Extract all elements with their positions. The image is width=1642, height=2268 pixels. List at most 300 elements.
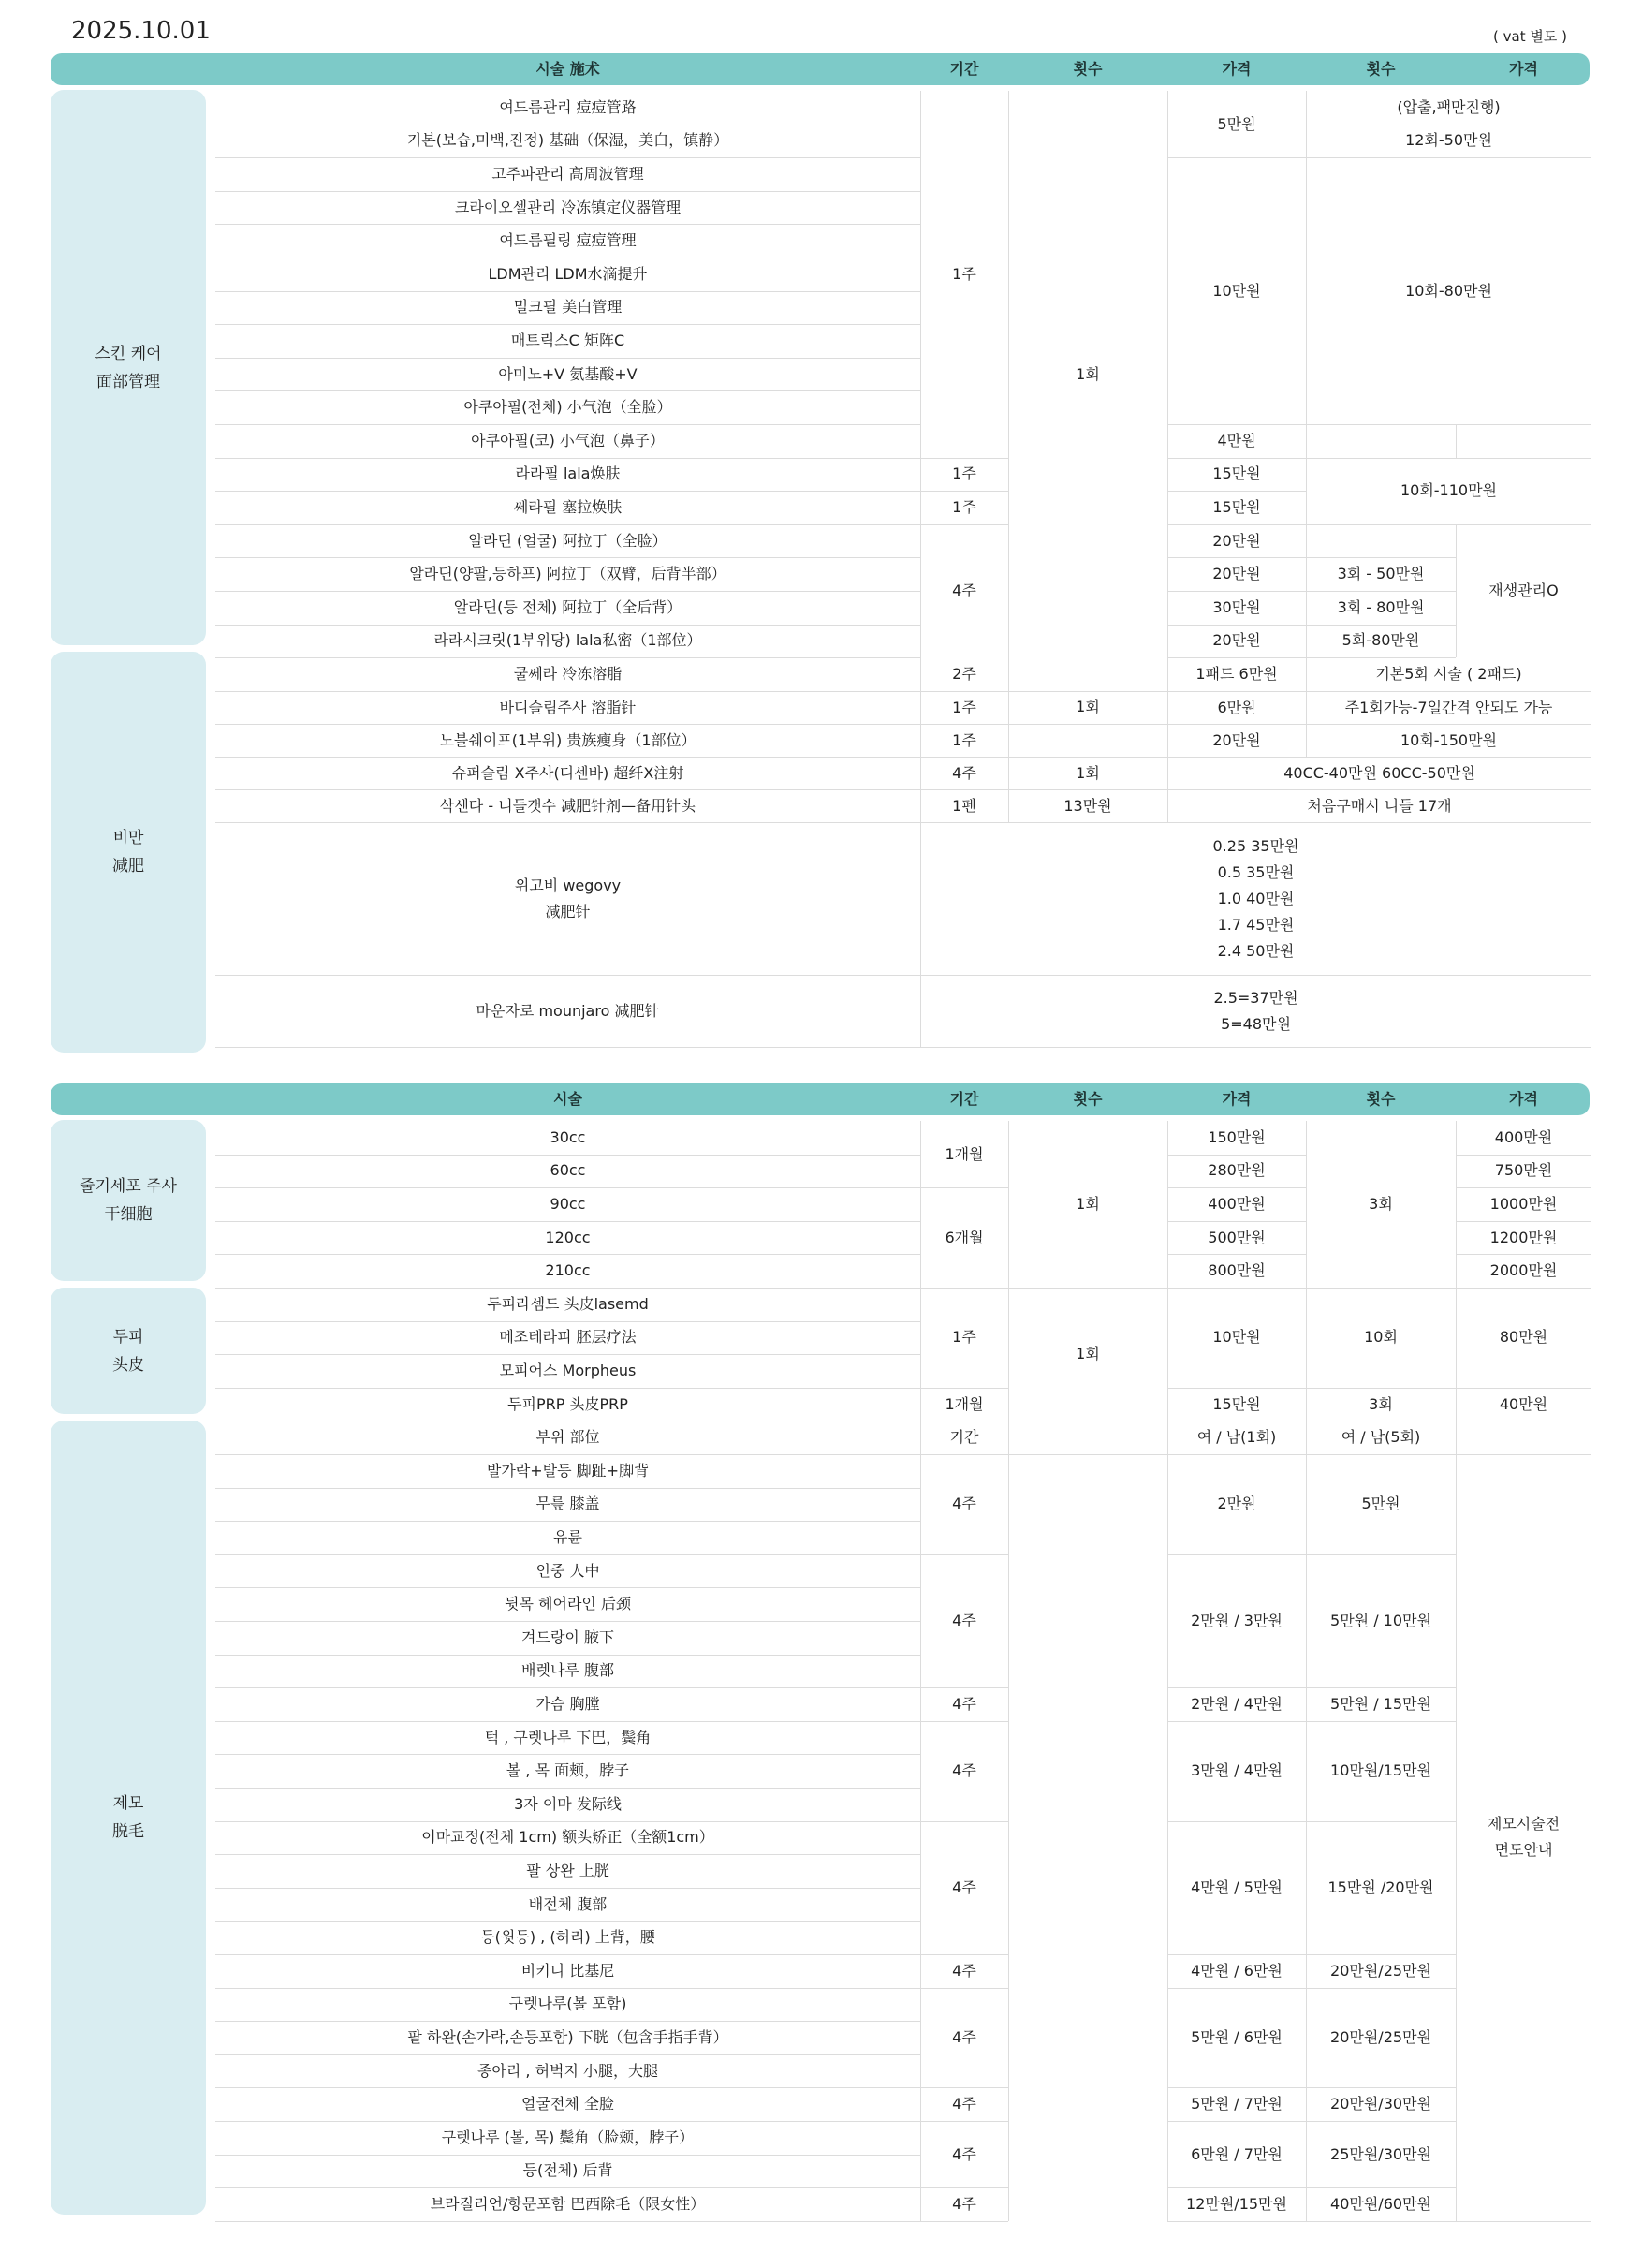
column-divider (1456, 524, 1457, 657)
row-divider (215, 1821, 920, 1822)
service-name (215, 1121, 920, 1155)
table-cell (1306, 2187, 1456, 2221)
cell-text: 800만원 (1208, 1261, 1266, 1280)
table-cell (920, 458, 1008, 492)
cell-text: 1주 (952, 497, 976, 516)
table-cell (1167, 757, 1591, 789)
table-cell (1306, 691, 1591, 724)
cell-text: 5회-80만원 (1341, 631, 1420, 650)
table-cell (1306, 1687, 1456, 1721)
cell-text: 알라딘(양팔,등하프) 阿拉丁（双臂，后背半部） (409, 565, 726, 583)
table-cell (1306, 1288, 1456, 1388)
row-divider (215, 691, 1591, 692)
row-divider (215, 625, 920, 626)
cell-text: 4주 (952, 1878, 976, 1896)
cell-text: 60cc (550, 1161, 586, 1180)
cell-text: 13만원 (1063, 796, 1112, 815)
table-cell (1306, 125, 1591, 158)
row-divider (215, 358, 920, 359)
row-divider (1167, 1254, 1306, 1255)
header-4: 횟수 (1366, 1090, 1396, 1108)
service-name (215, 557, 920, 591)
table-cell (1008, 789, 1167, 822)
service-name (215, 1521, 920, 1554)
cell-text: 3회 (1369, 1195, 1393, 1213)
table-cell (920, 975, 1591, 1047)
table-cell (920, 1454, 1008, 1554)
row-divider (215, 1047, 1591, 1048)
table-cell (920, 1554, 1008, 1687)
table-cell (1167, 1221, 1306, 1255)
table-cell (1167, 1454, 1306, 1554)
cell-text: 1개월 (945, 1394, 984, 1413)
table-cell (1306, 1454, 1456, 1554)
row-divider (1167, 1187, 1306, 1188)
table-cell (1306, 625, 1456, 658)
cell-text: 여드름관리 痘痘管路 (499, 97, 637, 116)
cell-text: 쿨쎄라 冷冻溶脂 (513, 665, 623, 683)
table-cell (1167, 591, 1306, 625)
table-cell (1456, 1288, 1591, 1388)
row-divider (1167, 157, 1306, 158)
sub-header (1167, 1421, 1306, 1454)
cell-text: 2주 (952, 665, 976, 683)
row-divider (215, 1921, 920, 1922)
cell-text: 1개월 (945, 1144, 984, 1163)
column-divider (1167, 657, 1168, 822)
cell-text: 볼 , 목 面颊，脖子 (506, 1761, 630, 1780)
table-cell (1456, 1221, 1591, 1255)
cell-text: 부위 部位 (535, 1428, 600, 1447)
row-divider (215, 1554, 920, 1555)
table-cell (1008, 757, 1167, 789)
cell-text: 위고비 wegovy 减肥针 (514, 876, 622, 920)
table-cell (1306, 2087, 1456, 2121)
cell-text: 처음구매시 니들 17개 (1307, 796, 1452, 815)
cell-text: 배렛나루 腹部 (521, 1661, 614, 1680)
table-cell (1167, 557, 1306, 591)
header-1: 기간 (949, 60, 979, 78)
service-name (215, 157, 920, 191)
cell-text: 30만원 (1212, 597, 1261, 616)
cell-text: 여 / 남(1회) (1196, 1428, 1277, 1447)
cell-text: 25만원/30만원 (1330, 2144, 1431, 2163)
cell-text: 유륜 (553, 1527, 582, 1546)
row-divider (215, 324, 920, 325)
header-2: 횟수 (1073, 1090, 1103, 1108)
service-name (215, 1954, 920, 1988)
row-divider (1167, 1221, 1306, 1222)
cell-text: 라라필 lala焕肤 (515, 464, 621, 483)
table-cell (1167, 2087, 1306, 2121)
column-divider (1306, 1121, 1307, 2221)
service-name (215, 1754, 920, 1788)
table-cell (1008, 1288, 1167, 1421)
cell-text: 크라이오셀관리 冷冻镇定仪器管理 (454, 198, 682, 216)
cell-text: 2.5=37만원 5=48만원 (1213, 988, 1298, 1033)
service-name (215, 591, 920, 625)
cell-text: 5만원 (1361, 1495, 1400, 1513)
service-name (215, 224, 920, 258)
cell-text: 쎄라필 塞拉焕肤 (513, 497, 623, 516)
table-cell (1167, 1988, 1306, 2088)
column-divider (920, 1121, 921, 2221)
row-divider (215, 1354, 920, 1355)
cell-text: 모피어스 Morpheus (499, 1361, 637, 1379)
column-divider (1008, 657, 1009, 822)
table-cell (1306, 157, 1591, 424)
row-divider (215, 1687, 920, 1688)
table-cell (1167, 1187, 1306, 1221)
header-0: 시술 (553, 1090, 582, 1108)
table-cell (1306, 1388, 1456, 1421)
row-divider (215, 424, 920, 425)
row-divider (215, 2187, 920, 2188)
category-label (51, 1288, 206, 1414)
table-cell (920, 657, 1008, 691)
table-cell (920, 1988, 1008, 2088)
cell-text: 10만원 (1212, 1328, 1261, 1347)
row-divider (215, 1488, 920, 1489)
cell-text: 750만원 (1494, 1161, 1553, 1180)
row-divider (1306, 557, 1456, 558)
table-cell (1167, 625, 1306, 658)
table-cell (920, 1821, 1008, 1954)
table-cell (1456, 1388, 1591, 1421)
cell-text: 1회 (1076, 364, 1100, 383)
cell-text: 280만원 (1208, 1161, 1266, 1180)
cell-text: 2만원 (1217, 1495, 1256, 1513)
cell-text: 400만원 (1494, 1127, 1553, 1146)
header-0: 시술 施术 (535, 60, 600, 78)
column-divider (1167, 91, 1168, 657)
row-divider (920, 524, 1008, 525)
service-name (215, 2021, 920, 2054)
row-divider (1306, 157, 1591, 158)
cell-text: 6개월 (945, 1228, 984, 1246)
table-cell (1167, 1687, 1306, 1721)
cell-text: 4주 (952, 1961, 976, 1980)
row-divider (215, 2054, 920, 2055)
cell-text: 6만원 / 7만원 (1191, 2144, 1283, 2163)
category-label (51, 1120, 206, 1281)
header-5: 가격 (1509, 1090, 1538, 1108)
cell-text: 20만원 (1212, 730, 1261, 749)
service-name (215, 291, 920, 325)
row-divider (920, 2221, 1008, 2222)
row-divider (1306, 625, 1456, 626)
row-divider (1167, 491, 1306, 492)
column-divider (920, 91, 921, 657)
table-cell (1167, 91, 1306, 157)
cell-text: 고주파관리 高周波管理 (491, 164, 644, 183)
row-divider (1167, 1155, 1306, 1156)
table-cell (1167, 1254, 1306, 1288)
cell-text: 아미노+V 氨基酸+V (498, 364, 638, 383)
column-divider (1008, 91, 1009, 657)
cell-text: 3회 (1369, 1394, 1393, 1413)
cell-text: 얼굴전체 全脸 (521, 2095, 614, 2113)
header-4: 횟수 (1366, 60, 1396, 78)
service-name (215, 1321, 920, 1355)
row-divider (215, 1854, 920, 1855)
row-divider (1167, 458, 1306, 459)
cell-text: 15만원 (1212, 497, 1261, 516)
table-cell (1306, 1954, 1456, 1988)
column-divider (920, 657, 921, 1047)
table-cell (1008, 1121, 1167, 1288)
cell-text: 10회-150만원 (1400, 730, 1498, 749)
cell-text: 턱 , 구렛나루 下巴，鬓角 (484, 1728, 652, 1746)
cell-text: 1주 (952, 730, 976, 749)
cell-text: 15만원 (1212, 464, 1261, 483)
row-divider (215, 2155, 920, 2156)
table-cell (1167, 424, 1306, 458)
table-cell (920, 524, 1008, 657)
header-3: 가격 (1222, 1090, 1252, 1108)
service-name (215, 1221, 920, 1255)
service-name (215, 975, 920, 1047)
service-name (215, 1254, 920, 1288)
cell-text: 400만원 (1208, 1194, 1266, 1213)
service-name (215, 1288, 920, 1321)
table-cell (1306, 458, 1591, 524)
row-divider (215, 1155, 920, 1156)
row-divider (215, 224, 920, 225)
service-name (215, 1821, 920, 1855)
cell-text: 4주 (952, 2144, 976, 2163)
row-divider (215, 157, 920, 158)
cell-text: 4만원 / 6만원 (1191, 1961, 1283, 1980)
sub-header (215, 1421, 920, 1454)
header-3: 가격 (1222, 60, 1252, 78)
cell-text: 3자 이마 发际线 (514, 1794, 622, 1813)
row-divider (215, 1954, 920, 1955)
row-divider (215, 2021, 920, 2022)
cell-text: 6만원 (1217, 698, 1256, 716)
cell-text: 슈퍼슬림 X주사(디센바) 超纤X注射 (451, 763, 684, 782)
service-name (215, 2187, 920, 2221)
table-cell (1306, 1721, 1456, 1821)
row-divider (215, 1521, 920, 1522)
service-name (215, 1187, 920, 1221)
row-divider (1456, 1254, 1591, 1255)
row-divider (215, 591, 920, 592)
cell-text: 팔 상완 上胱 (526, 1861, 609, 1879)
cell-text: 무릎 膝盖 (535, 1495, 600, 1513)
cell-text: 알라딘 (얼굴) 阿拉丁（全脸） (468, 531, 667, 550)
row-divider (215, 2121, 920, 2122)
table-cell (1167, 1554, 1306, 1687)
table-cell (920, 1954, 1008, 1988)
category-text: 줄기세포 주사 干细胞 (80, 1177, 177, 1224)
table-cell (1008, 91, 1167, 657)
row-divider (1456, 1221, 1591, 1222)
row-divider (920, 691, 1008, 692)
row-divider (920, 1187, 1008, 1188)
row-divider (215, 524, 920, 525)
cell-text: 밀크필 美白管理 (513, 298, 623, 317)
cell-text: 4주 (952, 2095, 976, 2113)
table-cell (1306, 1988, 1456, 2088)
vat-notice: ( vat 별도 ) (1493, 28, 1567, 45)
cell-text: 두피라셈드 头皮lasemd (487, 1294, 649, 1313)
cell-text: 4만원 (1217, 431, 1256, 449)
service-name (215, 1388, 920, 1421)
column-divider (1306, 657, 1307, 757)
cell-text: 1패드 6만원 (1195, 665, 1278, 683)
cell-text: 20만원/25만원 (1330, 1961, 1431, 1980)
cell-text: 10회-110만원 (1400, 481, 1498, 500)
cell-text: 3회 - 80만원 (1337, 597, 1425, 616)
cell-text: 4주 (952, 1495, 976, 1513)
service-name (215, 191, 920, 225)
column-divider (1167, 1121, 1168, 2221)
table-cell (1306, 1121, 1456, 1288)
table-cell (1167, 1388, 1306, 1421)
row-divider (1167, 424, 1306, 425)
cell-text: 4주 (952, 1611, 976, 1629)
cell-text: 1펜 (952, 796, 976, 815)
service-name (215, 324, 920, 358)
table-cell (920, 1288, 1008, 1388)
cell-text: 20만원 (1212, 565, 1261, 583)
cell-text: 1200만원 (1489, 1228, 1558, 1246)
table-cell (1456, 1155, 1591, 1188)
category-text: 제모 脱毛 (112, 1794, 144, 1841)
table-cell (1306, 724, 1591, 757)
table-cell (1167, 789, 1591, 822)
row-divider (1306, 591, 1456, 592)
cell-text: 1주 (952, 264, 976, 283)
table-cell (1167, 724, 1306, 757)
cell-text: 10만원 (1212, 281, 1261, 300)
category-label (51, 1421, 206, 2215)
cell-text: 5만원 / 15만원 (1330, 1694, 1431, 1713)
table-cell (1456, 1454, 1591, 2221)
service-name (215, 625, 920, 658)
cell-text: 마운자로 mounjaro 减肥针 (476, 1001, 660, 1020)
cell-text: LDM관리 LDM水滴提升 (488, 264, 648, 283)
row-divider (1456, 1187, 1591, 1188)
cell-text: 10회 (1364, 1328, 1398, 1347)
cell-text: 제모시술전 면도안내 (1487, 1815, 1561, 1860)
service-name (215, 1854, 920, 1888)
cell-text: 80만원 (1499, 1328, 1548, 1347)
document-date: 2025.10.01 (71, 17, 211, 45)
cell-text: 40만원 (1499, 1394, 1548, 1413)
service-name (215, 1587, 920, 1621)
table-cell (920, 1187, 1008, 1288)
table-cell (1306, 2121, 1456, 2187)
cell-text: 기간 (949, 1428, 979, 1447)
table-cell (920, 822, 1591, 975)
service-name (215, 125, 920, 158)
service-name (215, 2121, 920, 2155)
cell-text: 90cc (550, 1194, 586, 1213)
cell-text: 등(전체) 后背 (522, 2161, 613, 2180)
cell-text: 뒷목 헤어라인 后颈 (505, 1595, 631, 1613)
cell-text: 구렛나루(볼 포함) (508, 1995, 627, 2013)
service-name (215, 1354, 920, 1388)
cell-text: 5만원 / 6만원 (1191, 2027, 1283, 2046)
table-cell (1306, 557, 1456, 591)
service-name (215, 1687, 920, 1721)
table-cell (1306, 91, 1591, 125)
row-divider (215, 1587, 920, 1588)
cell-text: 5만원 / 7만원 (1191, 2095, 1283, 2113)
service-name (215, 1788, 920, 1821)
cell-text: 15만원 /20만원 (1327, 1878, 1434, 1896)
table-cell (920, 1721, 1008, 1821)
cell-text: 4주 (952, 2027, 976, 2046)
row-divider (215, 1621, 920, 1622)
cell-text: 1회 (1076, 1345, 1100, 1363)
column-divider (1008, 1121, 1009, 2221)
cell-text: 가슴 胸膛 (535, 1694, 600, 1713)
row-divider (920, 458, 1008, 459)
cell-text: 4만원 / 5만원 (1191, 1878, 1283, 1896)
cell-text: 1주 (952, 1328, 976, 1347)
service-name (215, 2155, 920, 2188)
cell-text: 기본(보습,미백,진정) 基础（保湿，美白，镇静） (406, 131, 729, 150)
table-cell (920, 91, 1008, 458)
cell-text: 1주 (952, 464, 976, 483)
table-cell (1306, 1821, 1456, 1954)
cell-text: 삭센다 - 니들갯수 减肥针剂—备用针头 (439, 796, 696, 815)
category-text: 비만 减肥 (112, 829, 144, 876)
service-name (215, 724, 920, 757)
table-cell (1167, 1721, 1306, 1821)
service-name (215, 789, 920, 822)
table-cell (1167, 1821, 1306, 1954)
cell-text: 비키니 比基尼 (520, 1961, 615, 1980)
cell-text: 20만원 (1212, 531, 1261, 550)
cell-text: 브라질리언/항문포함 巴西除毛（限女性） (430, 2194, 706, 2213)
row-divider (1167, 2221, 1456, 2222)
table-cell (920, 789, 1008, 822)
cell-text: 4주 (952, 1694, 976, 1713)
cell-text: 매트릭스C 矩阵C (510, 331, 625, 349)
row-divider (215, 1321, 920, 1322)
service-name (215, 258, 920, 291)
row-divider (215, 458, 920, 459)
cell-text: 5만원 (1217, 114, 1256, 133)
row-divider (1456, 2221, 1591, 2222)
row-divider (920, 724, 1008, 725)
cell-text: (압출,팩만진행) (1397, 97, 1501, 116)
sub-header (1306, 1421, 1456, 1454)
row-divider (215, 975, 1591, 976)
cell-text: 재생관리O (1488, 581, 1559, 599)
row-divider (215, 1655, 920, 1656)
sub-header (920, 1421, 1008, 1454)
table-cell (1306, 657, 1591, 691)
table-cell (1167, 157, 1306, 424)
service-name (215, 1888, 920, 1922)
service-name (215, 1988, 920, 2022)
cell-text: 1회 (1076, 698, 1100, 715)
row-divider (1306, 524, 1591, 525)
row-divider (215, 822, 1591, 823)
cell-text: 발가락+발등 脚趾+脚背 (486, 1461, 650, 1480)
table-cell (1167, 458, 1306, 492)
cell-text: 500만원 (1208, 1228, 1266, 1246)
cell-text: 아쿠아필(전체) 小气泡（全脸） (463, 398, 672, 417)
row-divider (1167, 625, 1306, 626)
row-divider (215, 1388, 920, 1389)
table-cell (1167, 2187, 1306, 2221)
